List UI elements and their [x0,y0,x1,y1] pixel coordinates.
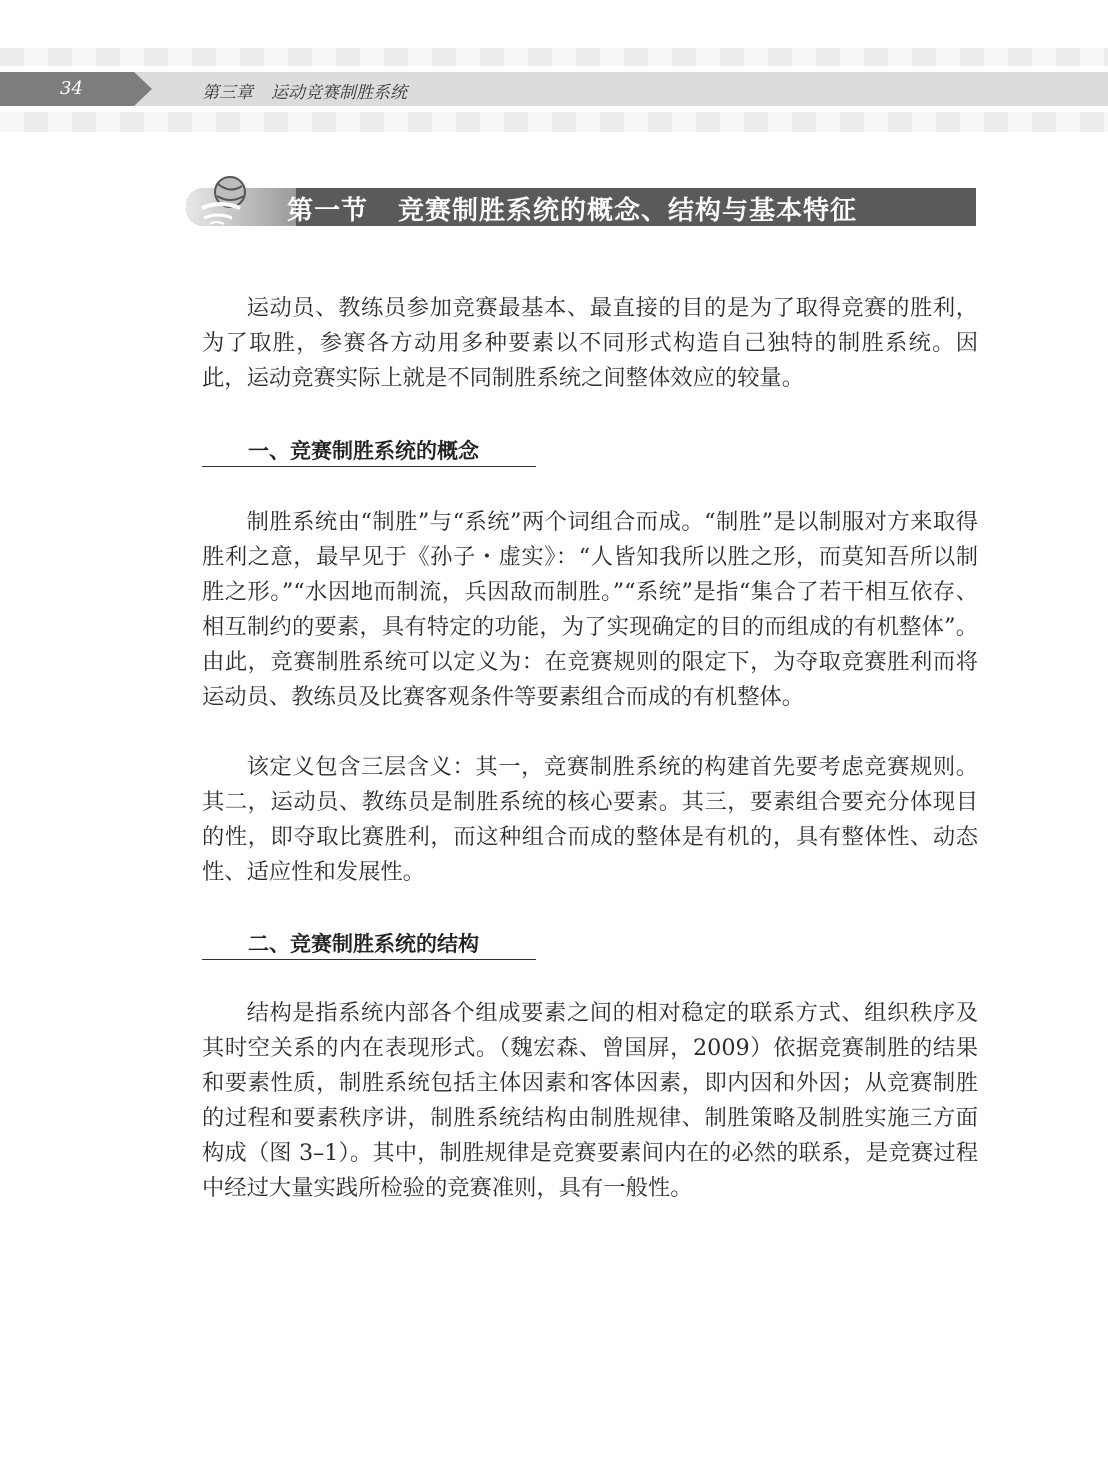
page-number: 34 [60,78,83,99]
intro-paragraph: 运动员、教练员参加竞赛最基本、最直接的目的是为了取得竞赛的胜利，为了取胜，参赛各方动用多种要素以不同形式构造自己独特的制胜系统。因此，运动竞赛实际上就是不同制胜系统之间整体效应的较量。 [202,295,978,391]
checker-cell [672,48,696,66]
section-heading: 竞赛制胜系统的概念、结构与基本特征 [398,196,858,226]
checker-cell [912,112,936,132]
checker-cell [1008,112,1032,132]
checker-cell [1056,48,1080,66]
checker-cell [0,48,24,66]
section-title [287,190,857,227]
chapter-title: 运动竞赛制胜系统 [271,83,407,103]
checker-cell [1104,48,1108,66]
checker-cell [864,112,888,132]
checker-cell [648,112,672,132]
checker-cell [960,48,984,66]
checker-cell [480,48,504,66]
header-checker-bottom [0,112,1108,132]
checker-cell [312,112,336,132]
checker-cell [960,112,984,132]
checker-cell [384,48,408,66]
checker-cell [360,48,384,66]
checker-cell [1056,112,1080,132]
checker-cell [792,48,816,66]
concept-paragraph-2: 该定义包含三层含义：其一，竞赛制胜系统的构建首先要考虑竞赛规则。其二，运动员、教练员是制胜系统的核心要素。其三，要素组合要充分体现目的性，即夺取比赛胜利，而这种组合而成的整体是有机的，具有整体性、动态性、适应性和发展性。 [202,754,978,885]
checker-cell [168,112,192,132]
checker-cell [336,112,360,132]
checker-cell [936,112,960,132]
checker-cell [432,112,456,132]
checker-cell [264,48,288,66]
checker-cell [288,112,312,132]
checker-cell [576,112,600,132]
checker-cell [528,48,552,66]
checker-cell [144,48,168,66]
checker-cell [528,112,552,132]
checker-cell [720,112,744,132]
checker-cell [456,48,480,66]
checker-cell [408,48,432,66]
checker-cell [240,48,264,66]
checker-cell [384,112,408,132]
running-head [202,78,407,103]
checker-cell [432,48,456,66]
checker-cell [1032,48,1056,66]
checker-cell [672,112,696,132]
checker-cell [1080,48,1104,66]
checker-cell [576,48,600,66]
checker-cell [48,112,72,132]
checker-cell [288,48,312,66]
checker-cell [912,48,936,66]
checker-cell [624,112,648,132]
checker-cell [0,112,24,132]
checker-cell [1008,48,1032,66]
checker-cell [552,48,576,66]
checker-cell [696,112,720,132]
checker-cell [840,112,864,132]
checker-cell [504,112,528,132]
checker-cell [336,48,360,66]
checker-cell [144,112,168,132]
checker-cell [624,48,648,66]
checker-cell [24,48,48,66]
chapter-number: 第三章 [202,83,253,103]
checker-cell [696,48,720,66]
checker-cell [984,112,1008,132]
sports-ball-icon [196,172,254,228]
checker-cell [552,112,576,132]
checker-cell [744,112,768,132]
checker-cell [792,112,816,132]
checker-cell [456,112,480,132]
section-number: 第一节 [287,196,369,226]
checker-cell [600,112,624,132]
checker-cell [120,48,144,66]
checker-cell [168,48,192,66]
subheading-structure-text: 二、竞赛制胜系统的结构 [248,931,479,956]
checker-cell [768,112,792,132]
checker-cell [816,112,840,132]
checker-cell [600,48,624,66]
header-strip [0,72,1108,106]
checker-cell [1080,112,1104,132]
checker-cell [360,112,384,132]
header-checker-top [0,48,1108,66]
checker-cell [264,112,288,132]
checker-cell [408,112,432,132]
checker-cell [312,48,336,66]
checker-cell [888,48,912,66]
running-header [0,48,1108,132]
subheading-concept [202,435,536,467]
checker-cell [192,48,216,66]
checker-cell [1032,112,1056,132]
checker-cell [72,48,96,66]
checker-cell [480,112,504,132]
checker-cell [648,48,672,66]
checker-cell [504,48,528,66]
checker-cell [192,112,216,132]
checker-cell [840,48,864,66]
checker-cell [120,112,144,132]
checker-cell [240,112,264,132]
checker-cell [744,48,768,66]
concept-paragraph-1: 制胜系统由“制胜”与“系统”两个词组合而成。“制胜”是以制服对方来取得胜利之意，最早见于《孙子・虚实》：“人皆知我所以胜之形，而莫知吾所以制胜之形。”“水因地而制流，兵因敌而制胜。”“系统”是指“集合了若干相互依存、相互制约的要素，具有特定的功能，为了实现确定的目的而组成的有机整体”。由此，竞赛制胜系统可以定义为：在竞赛规则的限定下，为夺取竞赛胜利而将运动员、教练员及比赛客观条件等要素组合而成的有机整体。 [202,509,978,710]
structure-paragraph-1: 结构是指系统内部各个组成要素之间的相对稳定的联系方式、组织秩序及其时空关系的内在表现形式。（魏宏森、曾国屏，2009）依据竞赛制胜的结果和要素性质，制胜系统包括主体因素和客体因素，即内因和外因；从竞赛制胜的过程和要素秩序讲，制胜系统结构由制胜规律、制胜策略及制胜实施三方面构成（图 3–1）。其中，制胜规律是竞赛要素间内在的必然的联系，是竞赛过程中经过大量实践所检验的竞赛准则，具有一般性。 [202,1000,978,1201]
checker-cell [216,48,240,66]
checker-cell [72,112,96,132]
checker-cell [96,112,120,132]
checker-cell [216,112,240,132]
checker-cell [720,48,744,66]
checker-cell [864,48,888,66]
subheading-structure [202,928,536,960]
checker-cell [936,48,960,66]
checker-cell [1104,112,1108,132]
checker-cell [888,112,912,132]
checker-cell [48,48,72,66]
checker-cell [816,48,840,66]
checker-cell [768,48,792,66]
checker-cell [984,48,1008,66]
checker-cell [96,48,120,66]
subheading-concept-text: 一、竞赛制胜系统的概念 [248,438,479,463]
checker-cell [24,112,48,132]
